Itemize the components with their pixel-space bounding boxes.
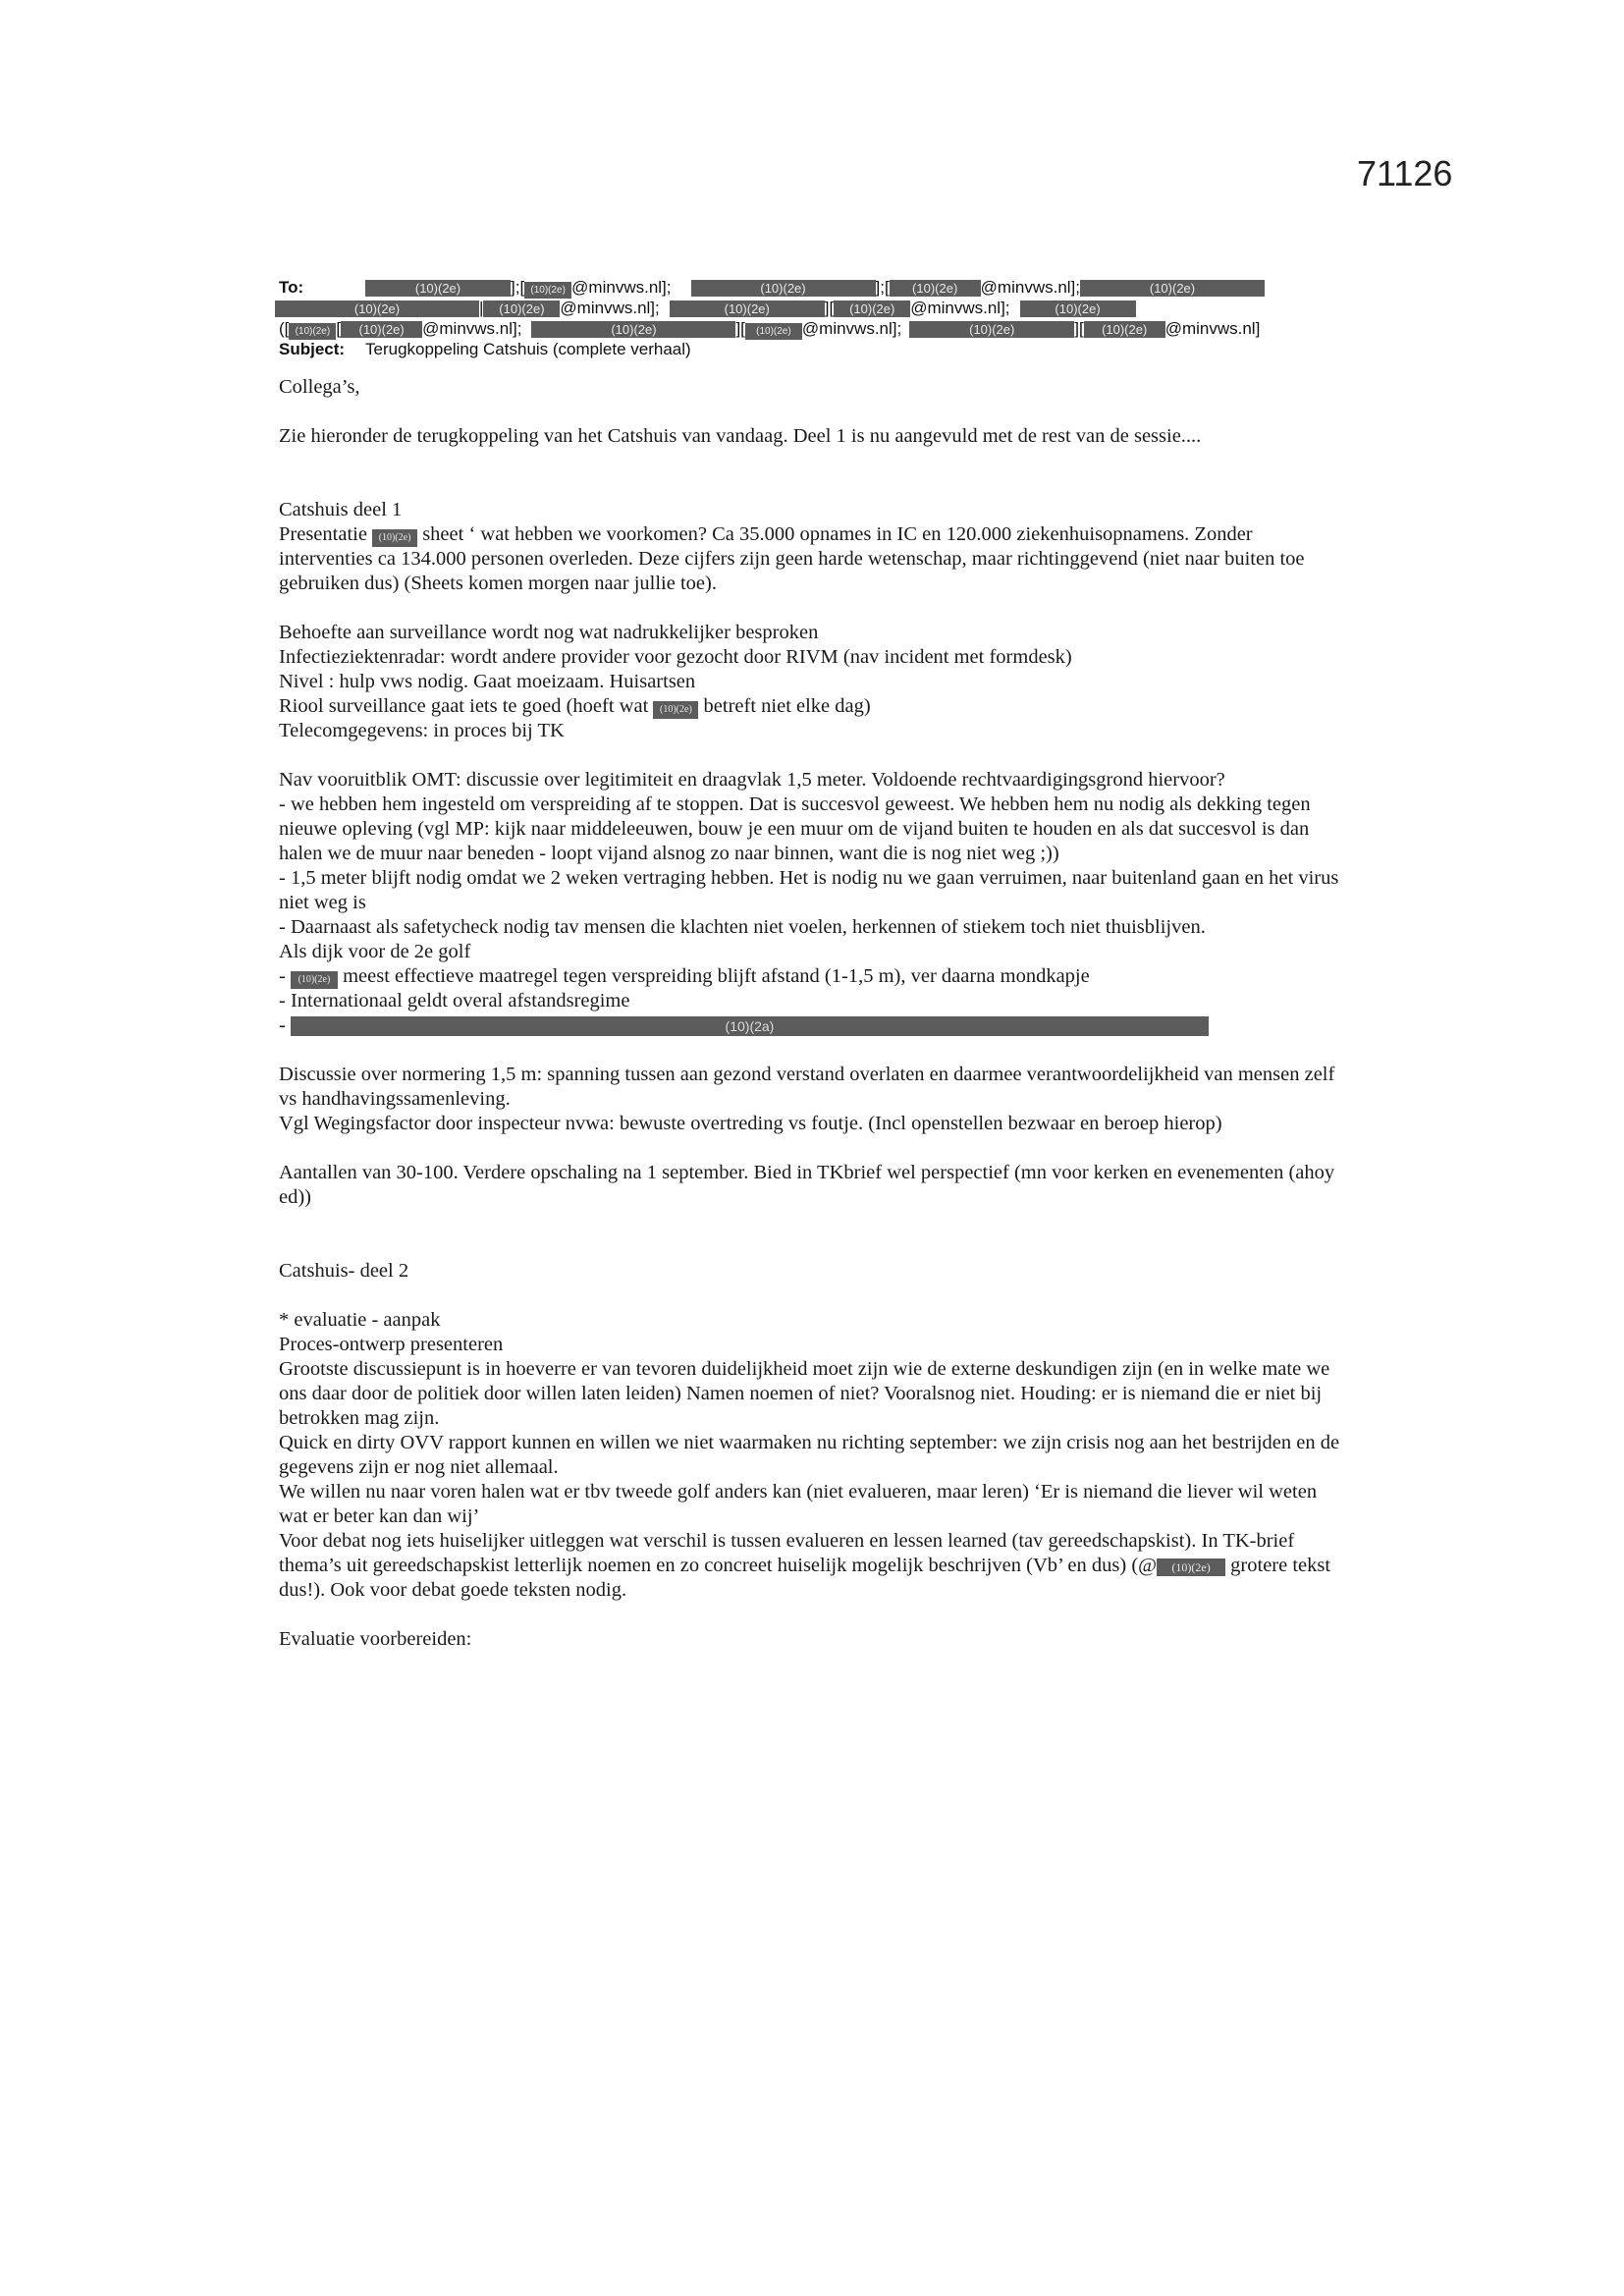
- part2-line: Quick en dirty OVV rapport kunnen en willen we niet waarmaken nu richting september: we zijn crisis nog aan het bestrijden en de gegevens zijn er nog niet allemaal.: [279, 1432, 1340, 1478]
- redaction-box: (10)(2e): [531, 321, 735, 338]
- text-segment: sheet ‘ wat hebben we voorkomen? Ca 35.000 opnames in IC en 120.000 ziekenhuisopnamens. Zonder interventies ca 134.000 personen overleden. Deze cijfers zijn geen harde wetenschap, maar richtinggevend (niet naar buiten toe gebruiken dus) (Sheets komen morgen naar jullie toe).: [279, 523, 1305, 594]
- redaction-box: (10)(2e): [291, 971, 338, 989]
- bracket: |: [479, 299, 484, 317]
- redaction-box: (10)(2e): [834, 301, 910, 317]
- subject-line: [279, 339, 1329, 359]
- text-segment: -: [279, 1014, 291, 1036]
- redaction-box: (10)(2e): [483, 301, 560, 317]
- email-domain: @minvws.nl];: [571, 278, 672, 297]
- aantallen-paragraph: Aantallen van 30-100. Verdere opschaling na 1 september. Bied in TKbrief wel perspectief (mn voor kerken en evenementen (ahoy ed)): [279, 1162, 1335, 1208]
- email-domain: @minvws.nl];: [910, 299, 1010, 317]
- to-line-3: [279, 318, 1329, 339]
- text-segment: grotere tekst dus!). Ook voor debat goede teksten nodig.: [279, 1555, 1331, 1601]
- intro-paragraph: Zie hieronder de terugkoppeling van het Catshuis van vandaag. Deel 1 is nu aangevuld met de rest van de sessie....: [279, 425, 1202, 447]
- redaction-box: (10)(2e): [1080, 280, 1265, 297]
- greeting: Collega’s,: [279, 376, 360, 398]
- email-domain: @minvws.nl];: [422, 319, 522, 338]
- redaction-box: (10)(2e): [341, 321, 422, 338]
- subject-text: Terugkoppeling Catshuis (complete verhaal): [365, 340, 691, 358]
- to-line-1: [279, 277, 1329, 298]
- email-domain: @minvws.nl];: [560, 299, 660, 317]
- part2-line: We willen nu naar voren halen wat er tbv tweede golf anders kan (niet evalueren, maar leren) ‘Er is niemand die liever wil weten wat er beter kan dan wij’: [279, 1481, 1318, 1527]
- email-headers: [279, 277, 1329, 359]
- bracket: ([: [279, 319, 290, 338]
- part1-title: Catshuis deel 1: [279, 499, 403, 520]
- redaction-box: (10)(2e): [691, 280, 876, 297]
- text-segment: meest effectieve maatregel tegen verspreiding blijft afstand (1-1,5 m), ver daarna mondkapje: [337, 965, 1090, 987]
- page-number: 71126: [1357, 153, 1453, 193]
- surveillance-line: [279, 694, 1349, 719]
- redaction-box: (10)(2e): [275, 301, 479, 317]
- to-line-2: [279, 298, 1329, 318]
- bracket: ];[: [511, 278, 525, 297]
- surveillance-line: Behoefte aan surveillance wordt nog wat nadrukkelijker besproken: [279, 622, 819, 643]
- surveillance-line: Telecomgegevens: in proces bij TK: [279, 720, 565, 741]
- redaction-box: (10)(2e): [653, 701, 698, 719]
- email-domain: @minvws.nl];: [980, 278, 1080, 297]
- redaction-box: (10)(2e): [524, 282, 571, 299]
- part2-line: Grootste discussiepunt is in hoeverre er van tevoren duidelijkheid moet zijn wie de externe deskundigen zijn (en in welke mate we ons daar door de politiek door willen laten leiden) Namen noemen of niet? Vooralsnog niet. Houding: er is niemand die er niet bij betrokken mag zijn.: [279, 1358, 1330, 1429]
- bracket: ];[: [875, 278, 890, 297]
- part2-line: Proces-ontwerp presenteren: [279, 1334, 504, 1355]
- to-label: To:: [279, 278, 304, 297]
- omt-line: - Daarnaast als safetycheck nodig tav mensen die klachten niet voelen, herkennen of stiekem toch niet thuisblijven.: [279, 916, 1206, 938]
- email-domain: @minvws.nl]: [1164, 319, 1261, 338]
- omt-line: [279, 964, 1349, 989]
- omt-line: [279, 1013, 1349, 1038]
- omt-line: Als dijk voor de 2e golf: [279, 941, 471, 962]
- redaction-box: (10)(2e): [745, 323, 802, 340]
- part2-line: * evaluatie - aanpak: [279, 1309, 441, 1331]
- omt-line: - 1,5 meter blijft nodig omdat we 2 weken vertraging hebben. Het is nodig nu we gaan verruimen, naar buitenland gaan en het virus niet weg is: [279, 867, 1339, 913]
- surveillance-line: Infectieziektenradar: wordt andere provider voor gezocht door RIVM (nav incident met formdesk): [279, 646, 1072, 668]
- text-segment: Voor debat nog iets huiselijker uitleggen wat verschil is tussen evalueren en lessen learned (tav gereedschapskist). In TK-brief thema’s uit gereedschapskist letterlijk noemen en zo concreet huiselijk mogelijk beschrijven (Vb’ en dus) (@: [279, 1530, 1295, 1576]
- bracket: ][: [1074, 319, 1084, 338]
- surveillance-line: Nivel : hulp vws nodig. Gaat moeizaam. Huisartsen: [279, 671, 696, 692]
- part2-title: Catshuis- deel 2: [279, 1260, 409, 1282]
- bracket: [: [336, 319, 342, 338]
- norm-line: Discussie over normering 1,5 m: spanning tussen aan gezond verstand overlaten en daarmee verantwoordelijkheid van mensen zelf vs handhavingssamenleving.: [279, 1064, 1335, 1110]
- presentation-paragraph: [279, 522, 1349, 596]
- text-segment: -: [279, 965, 291, 987]
- subject-label: Subject:: [279, 340, 346, 358]
- text-segment: betreft niet elke dag): [698, 695, 871, 717]
- text-segment: Presentatie: [279, 523, 373, 545]
- redaction-box: (10)(2e): [365, 280, 511, 297]
- text-segment: Riool surveillance gaat iets te goed (hoeft wat: [279, 695, 654, 717]
- omt-line: - Internationaal geldt overal afstandsregime: [279, 990, 630, 1011]
- omt-line: - we hebben hem ingesteld om verspreiding af te stoppen. Dat is succesvol geweest. We hebben hem nu nodig als dekking tegen nieuwe opleving (vgl MP: kijk naar middeleeuwen, bouw je een muur om de vijand buiten te houden en als dat succesvol is dan halen we de muur naar beneden - loopt vijand alsnog zo naar binnen, want die is nog niet weg ;)): [279, 793, 1311, 864]
- email-domain: @minvws.nl];: [801, 319, 902, 338]
- bracket: ][: [824, 299, 835, 317]
- redaction-box: (10)(2e): [372, 529, 417, 547]
- redaction-box: (10)(2e): [1084, 321, 1165, 338]
- final-line: Evaluatie voorbereiden:: [279, 1628, 472, 1650]
- redaction-bar: (10)(2a): [291, 1016, 1209, 1036]
- redaction-box: (10)(2e): [1020, 301, 1136, 317]
- norm-line: Vgl Wegingsfactor door inspecteur nvwa: bewuste overtreding vs foutje. (Incl openstellen bezwaar en beroep hierop): [279, 1113, 1222, 1134]
- email-body: [279, 375, 1349, 1652]
- bracket: ][: [735, 319, 745, 338]
- redaction-box: (10)(2e): [289, 323, 336, 340]
- redaction-box: (10)(2e): [890, 280, 981, 297]
- redaction-box: (10)(2e): [909, 321, 1074, 338]
- redaction-box: (10)(2e): [1157, 1558, 1225, 1576]
- omt-line: Nav vooruitblik OMT: discussie over legitimiteit en draagvlak 1,5 meter. Voldoende rechtvaardigingsgrond hiervoor?: [279, 769, 1225, 791]
- redaction-box: (10)(2e): [670, 301, 825, 317]
- part2-line: [279, 1529, 1349, 1603]
